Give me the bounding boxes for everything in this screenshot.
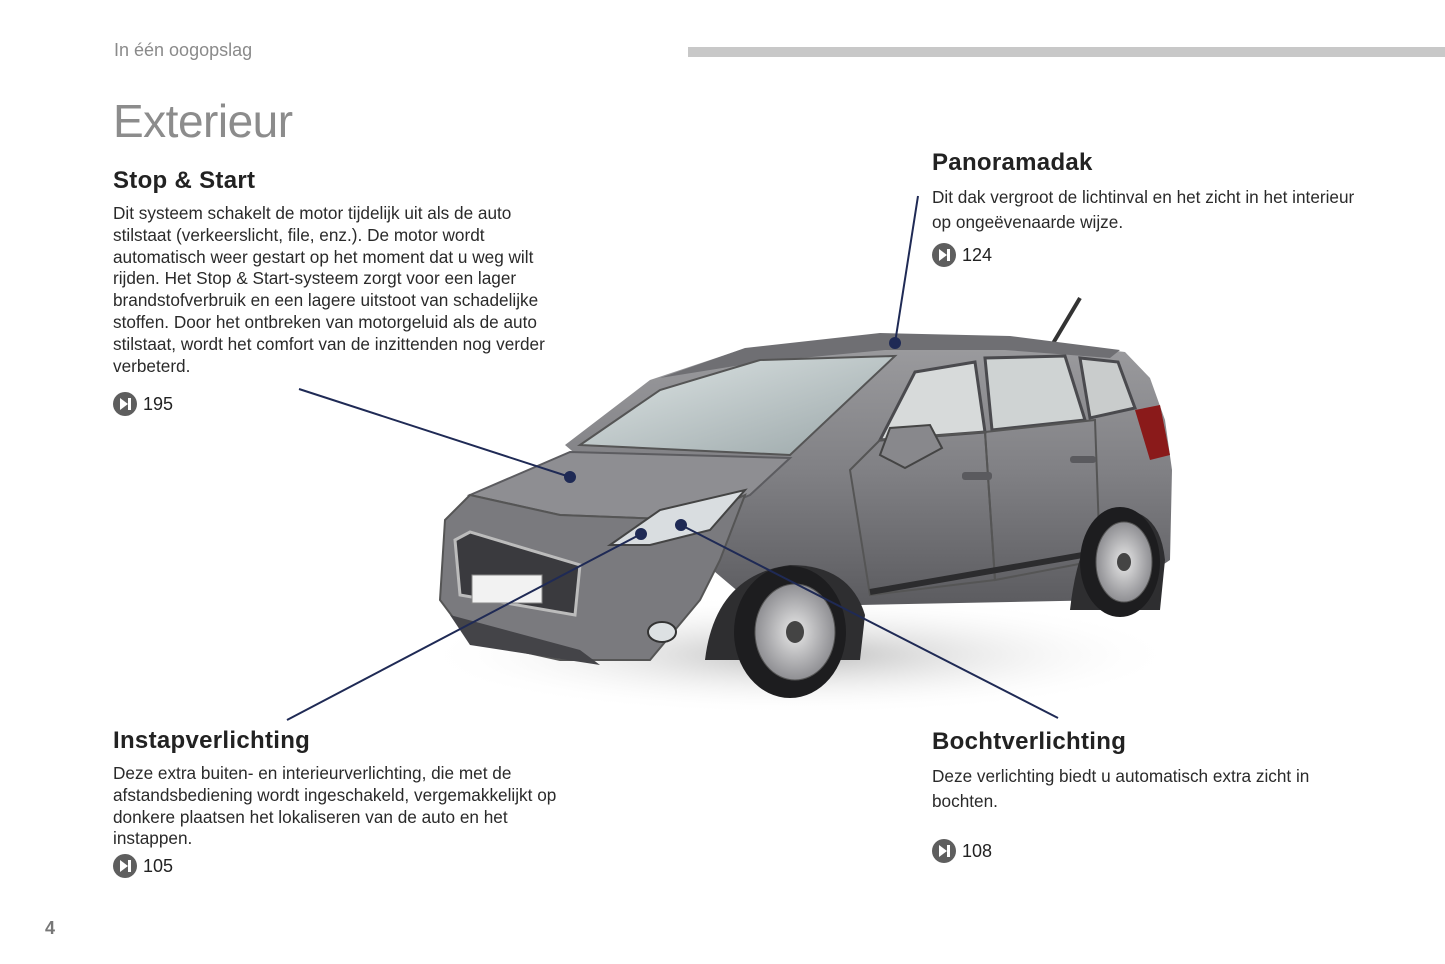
section-body: Deze verlichting biedt u automatisch extra zicht in bochten. [932, 766, 1310, 811]
page-reference-number: 124 [962, 244, 993, 265]
section-title: Instapverlichting [113, 727, 311, 754]
callout-dot-instapverlichting [636, 529, 646, 539]
section-title: Panoramadak [932, 149, 1093, 176]
page-reference[interactable] [113, 854, 563, 878]
page-reference-number: 108 [962, 840, 993, 861]
front-hub [786, 621, 804, 643]
callout-dot-panoramadak [890, 338, 900, 348]
section-stop-start [113, 167, 563, 416]
page-reference-number: 105 [143, 855, 174, 876]
callout-dot-stop-start [565, 472, 575, 482]
section-label: In één oogopslag [114, 40, 253, 60]
page-reference-icon [932, 243, 956, 267]
door-handle-front [962, 472, 992, 480]
section-panoramadak [932, 149, 1362, 267]
page-reference[interactable] [113, 392, 563, 416]
door-handle-rear [1070, 456, 1096, 463]
callout-line-panoramadak [895, 196, 918, 343]
page-number: 4 [45, 918, 56, 938]
section-title: Stop & Start [113, 167, 256, 194]
page-reference-icon [932, 839, 956, 863]
page-reference-icon [113, 854, 137, 878]
page-title: Exterieur [113, 95, 293, 147]
page-reference[interactable] [932, 243, 1362, 267]
fog-light [648, 622, 676, 642]
callout-dot-bochtverlichting [676, 520, 686, 530]
antenna [1052, 298, 1080, 345]
section-body: Deze extra buiten- en interieurverlichting, die met de afstandsbediening wordt ingeschakeld, vergemakkelijkt op donkere plaatsen het lokaliseren van de auto en het instappen. [113, 763, 557, 849]
section-title: Bochtverlichting [932, 728, 1127, 755]
page-reference-icon [113, 392, 137, 416]
section-bochtverlichting [932, 728, 1362, 863]
page-reference-number: 195 [143, 393, 174, 414]
section-body: Dit systeem schakelt de motor tijdelijk uit als de auto stilstaat (verkeerslicht, file, enz.). De motor wordt automatisch weer gestart op het moment dat u weg wilt rijden. Het Stop & Start-systeem zorgt voor een lager brandstofverbruik en een lagere uitstoot van schadelijke stoffen. Door het ontbreken van motorgeluid als de auto stilstaat, wordt het comfort van de inzittenden nog verder verbeterd. [113, 203, 545, 376]
rear-hub [1117, 553, 1131, 571]
section-instapverlichting [113, 727, 563, 878]
page-reference[interactable] [932, 839, 1362, 863]
section-body: Dit dak vergroot de lichtinval en het zicht in het interieur op ongeëvenaarde wijze. [932, 187, 1355, 232]
license-plate [472, 575, 542, 603]
rear-side-window [985, 356, 1085, 430]
